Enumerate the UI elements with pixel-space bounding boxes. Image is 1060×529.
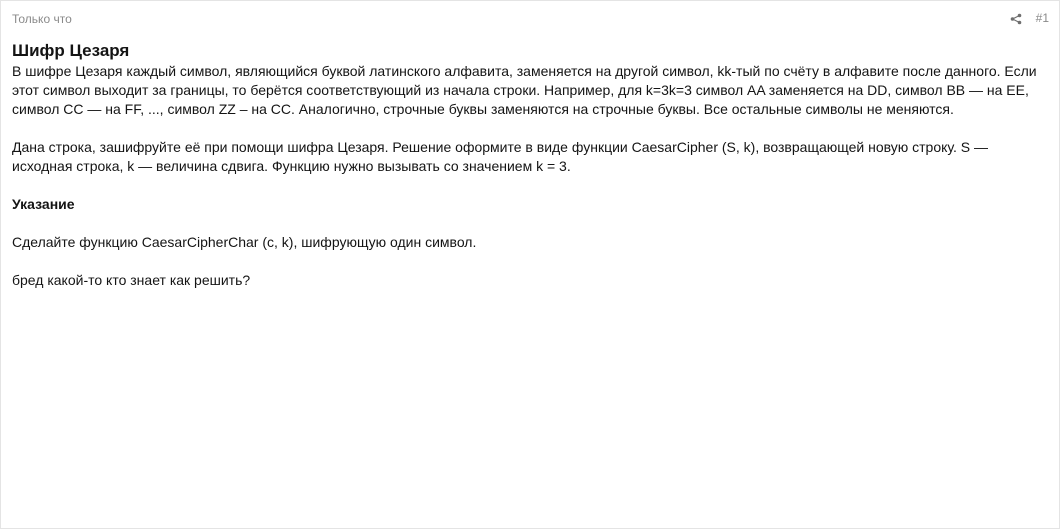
post-paragraph-question: бред какой-то кто знает как решить? [12,272,251,288]
post-paragraph-description: В шифре Цезаря каждый символ, являющийся буквой латинского алфавита, заменяется на другой символ, kk-тый по счёту в алфавите после данного. Если этот символ выходит за границы, то берётся соответствующий из начала строки. Например, для k=3k=3 символ AA заменяется на DD, символ BB — на EE, символ CC — на FF, ..., символ ZZ – на CC. Аналогично, строчные буквы заменяются на строчные буквы. Все остальные символы не меняются. [12,63,1037,117]
share-icon[interactable] [1010,12,1022,24]
post-body [12,40,1045,309]
post-title: Шифр Цезаря [12,41,130,60]
post-paragraph-task: Дана строка, зашифруйте её при помощи шифра Цезаря. Решение оформите в виде функции CaesarCipher (S, k), возвращающей новую строку. S — исходная строка, k — величина сдвига. Функцию нужно вызывать со значением k = 3. [12,139,989,174]
post-header [1,1,1059,37]
post-actions [1010,11,1049,25]
post-number-link[interactable]: #1 [1035,11,1049,25]
post-paragraph-hint-heading: Указание [12,196,75,212]
post-timestamp[interactable]: Только что [12,12,72,26]
post-paragraph-hint: Сделайте функцию CaesarCipherChar (c, k), шифрующую один символ. [12,234,477,250]
